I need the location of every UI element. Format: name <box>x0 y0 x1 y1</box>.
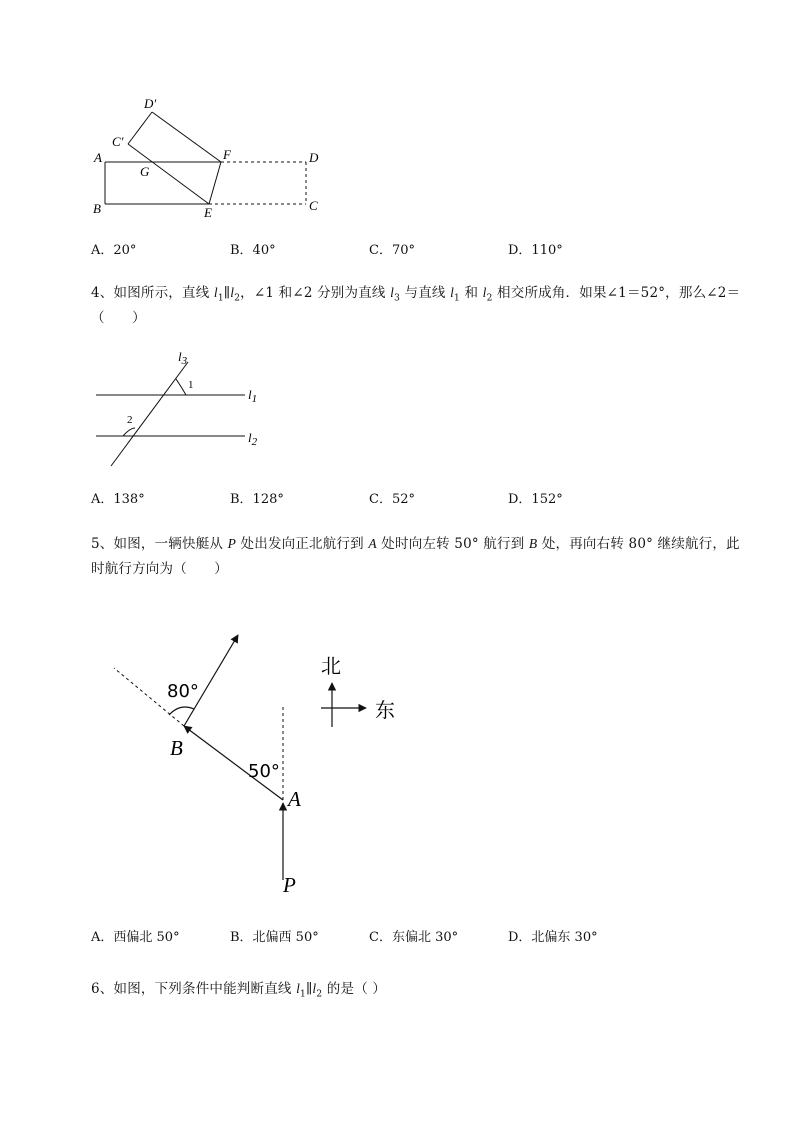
q5-stem <box>91 531 751 582</box>
angle-1-arc <box>176 379 186 395</box>
q4-l3-sub: 3 <box>394 293 400 304</box>
q4-option-c[interactable]: C．52° <box>369 492 415 507</box>
label-C-prime: C′ <box>112 134 124 149</box>
q3-options <box>0 241 794 261</box>
q4-stem <box>91 280 751 331</box>
label-D-prime: D′ <box>144 96 157 111</box>
q4-option-b[interactable]: B．128° <box>230 492 284 507</box>
q4-text-b: ，∠1 和∠2 分别为直线 <box>240 285 391 301</box>
q6-l2-sub: 2 <box>316 989 323 1000</box>
q5-figure <box>100 625 410 900</box>
q4-l1-sub: 1 <box>217 293 224 304</box>
q5-option-b[interactable]: B．北偏西 50° <box>230 930 319 945</box>
q4-l2: l <box>230 285 235 300</box>
label-D: D <box>309 150 319 165</box>
q4-l1b-sub: 1 <box>454 293 460 304</box>
q4-label-angle2: 2 <box>127 414 133 426</box>
q3-option-b[interactable]: B．40° <box>230 243 276 258</box>
angle-2-arc <box>123 428 135 436</box>
label-F: F <box>223 147 231 162</box>
q4-text-e: 相交所成角．如果∠1＝52°，那么∠2＝（ ） <box>91 285 741 326</box>
q4-text-a: 如图所示，直线 <box>113 285 214 301</box>
q4-l3: l <box>390 285 395 300</box>
q5-label-A: A <box>288 787 301 811</box>
q6-stem <box>91 976 751 1002</box>
q5-label-east: 东 <box>375 698 395 722</box>
q6-text-b: 的是（ ） <box>322 981 387 997</box>
q5-label-80: 80° <box>167 681 199 702</box>
q5-A: A <box>368 536 377 551</box>
q3-option-c[interactable]: C．70° <box>369 243 415 258</box>
q4-l2b-sub: 2 <box>486 293 493 304</box>
q3-option-d[interactable]: D．110° <box>508 243 563 258</box>
q5-option-c[interactable]: C．东偏北 30° <box>369 930 459 945</box>
q4-l1b: l <box>450 285 455 300</box>
q5-label-50: 50° <box>248 761 280 782</box>
q4-label-l3: $l_3$ <box>178 349 188 367</box>
q6-l1-sub: 1 <box>300 989 306 1000</box>
q3-option-a[interactable]: A．20° <box>91 243 137 258</box>
q4-option-a[interactable]: A．138° <box>91 492 145 507</box>
q4-l1: l <box>213 285 218 300</box>
label-E: E <box>204 205 212 220</box>
segment-FDprime <box>152 112 221 162</box>
q6-parallel: ∥ <box>305 981 313 997</box>
q5-P: P <box>227 536 237 551</box>
q5-text-c: 处时向左转 50° 航行到 <box>376 536 529 552</box>
q4-figure <box>90 348 280 473</box>
q3-figure <box>80 90 340 230</box>
q4-number: 4、 <box>91 285 114 301</box>
q4-text-d: 和 <box>459 285 483 301</box>
q4-l2-sub: 2 <box>234 293 241 304</box>
q5-number: 5、 <box>91 536 114 552</box>
segment-DprimeCprime <box>128 112 152 144</box>
q4-label-l2: $l_2$ <box>248 430 258 448</box>
q5-label-P: P <box>283 873 296 897</box>
q5-option-d[interactable]: D．北偏东 30° <box>508 930 598 945</box>
q6-l1: l <box>296 981 301 996</box>
q4-label-angle1: 1 <box>188 379 194 391</box>
q5-option-a[interactable]: A．西偏北 50° <box>91 930 180 945</box>
q4-l2b: l <box>482 285 487 300</box>
segment-EF <box>209 162 221 204</box>
q4-parallel: ∥ <box>223 285 231 301</box>
label-B: B <box>93 201 101 216</box>
label-G: G <box>140 164 150 179</box>
label-C: C <box>309 198 318 213</box>
q5-B: B <box>528 536 538 551</box>
q5-text-d: 处，再向右转 80° 继续航行，此时航行方向为（ ） <box>91 536 740 577</box>
q4-options <box>0 490 794 510</box>
q5-text-a: 如图，一辆快艇从 <box>113 536 228 552</box>
q6-number: 6、 <box>91 981 114 997</box>
q4-label-l1: $l_1$ <box>248 387 258 405</box>
q4-text-c: 与直线 <box>400 285 451 301</box>
q5-label-B: B <box>170 736 183 760</box>
q5-options <box>0 928 794 948</box>
q6-text-a: 如图，下列条件中能判断直线 <box>113 981 297 997</box>
label-A: A <box>94 150 102 165</box>
line-l3 <box>111 362 188 466</box>
angle-80-arc <box>169 707 194 715</box>
q6-l2: l <box>312 981 317 996</box>
q5-text-b: 处出发向正北航行到 <box>236 536 369 552</box>
q5-label-north: 北 <box>321 654 341 678</box>
q4-option-d[interactable]: D．152° <box>508 492 563 507</box>
